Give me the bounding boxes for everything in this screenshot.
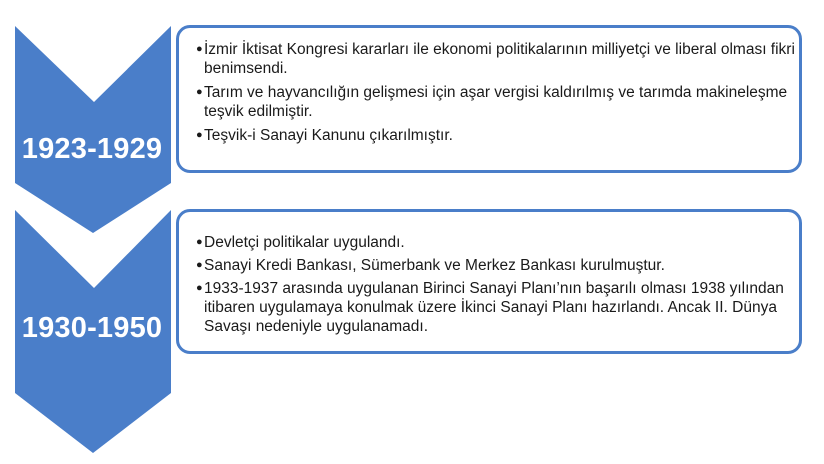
list-item-text: Teşvik-i Sanayi Kanunu çıkarılmıştır. bbox=[204, 127, 453, 144]
period-1923-1929-box bbox=[176, 25, 802, 173]
list-item bbox=[196, 40, 796, 78]
list-item-text: Sanayi Kredi Bankası, Sümerbank ve Merkez Bankası kurulmuştur. bbox=[204, 257, 665, 274]
period-1930-1950-box bbox=[176, 209, 802, 354]
list-item-text: Tarım ve hayvancılığın gelişmesi için aşar vergisi kaldırılmış ve tarımda makineleşme teşvik edilmiştir. bbox=[204, 84, 788, 120]
list-item-text: 1933-1937 arasında uygulanan Birinci Sanayi Planı’nın başarılı olması 1938 yılından itibaren uygulamaya konulmak üzere İkinci Sanayi Planı hazırlandı. Ancak II. Dünya Savaşı nedeniyle uygulanamadı. bbox=[204, 280, 784, 335]
list-item bbox=[196, 233, 796, 252]
period-1923-1929-list bbox=[196, 40, 796, 150]
period-1930-1950-list bbox=[196, 233, 796, 340]
bullet-icon: ● bbox=[196, 86, 203, 98]
list-item bbox=[196, 256, 796, 275]
period-label-1930-1950: 1930-1950 bbox=[21, 312, 163, 344]
list-item bbox=[196, 279, 796, 336]
bullet-icon: ● bbox=[196, 129, 203, 141]
bullet-icon: ● bbox=[196, 259, 203, 271]
bullet-icon: ● bbox=[196, 282, 203, 294]
bullet-icon: ● bbox=[196, 43, 203, 55]
period-label-1923-1929: 1923-1929 bbox=[21, 133, 163, 165]
list-item-text: Devletçi politikalar uygulandı. bbox=[204, 234, 405, 251]
list-item-text: İzmir İktisat Kongresi kararları ile ekonomi politikalarının milliyetçi ve liberal olması fikri benimsendi. bbox=[204, 41, 795, 77]
list-item bbox=[196, 126, 796, 145]
bullet-icon: ● bbox=[196, 236, 203, 248]
chevron-1923-1929 bbox=[15, 26, 171, 233]
list-item bbox=[196, 83, 796, 121]
